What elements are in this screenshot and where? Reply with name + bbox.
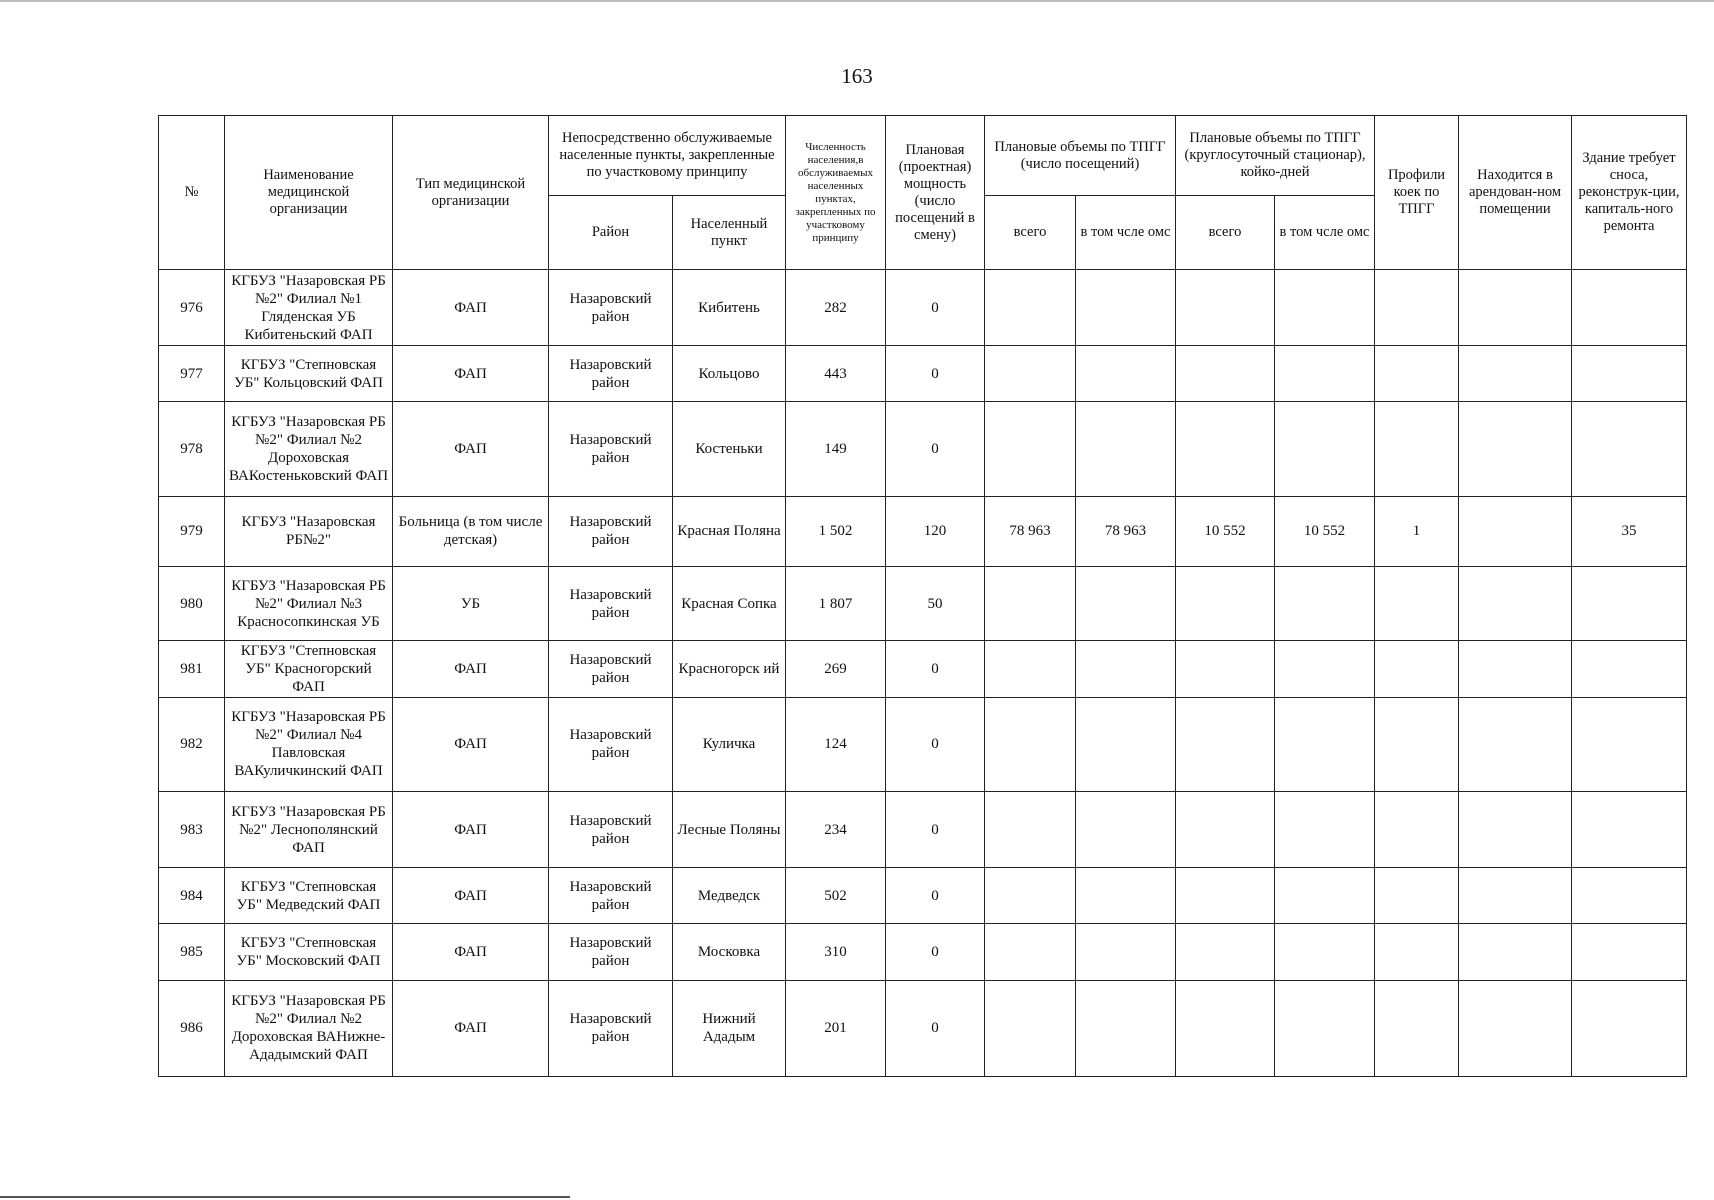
header-visits-total: всего — [985, 196, 1076, 270]
page-number: 163 — [841, 64, 873, 88]
cell-population: 269 — [786, 641, 886, 697]
cell-district: Назаровский район — [549, 270, 673, 346]
header-bed-days: Плановые объемы по ТПГГ (круглосуточный стационар), койко-дней — [1176, 116, 1375, 196]
cell-district: Назаровский район — [549, 924, 673, 980]
cell-capacity: 0 — [886, 402, 985, 496]
cell-repair — [1572, 402, 1687, 496]
cell-bed-total: 10 552 — [1176, 496, 1275, 566]
cell-visits-oms — [1076, 791, 1176, 867]
cell-population: 124 — [786, 697, 886, 791]
cell-visits-total — [985, 641, 1076, 697]
cell-bed-oms: 10 552 — [1275, 496, 1375, 566]
cell-settlement: Красная Сопка — [673, 567, 786, 641]
cell-visits-total — [985, 697, 1076, 791]
cell-bed-oms — [1275, 980, 1375, 1076]
cell-org-name: КГБУЗ "Степновская УБ" Медведский ФАП — [225, 868, 393, 924]
cell-bed-total — [1176, 567, 1275, 641]
header-rented: Находится в арендован-ном помещении — [1459, 116, 1572, 270]
cell-visits-oms — [1076, 346, 1176, 402]
table-row — [159, 924, 1687, 980]
cell-district: Назаровский район — [549, 697, 673, 791]
cell-profiles: 1 — [1375, 496, 1459, 566]
cell-org-type: ФАП — [393, 924, 549, 980]
cell-num: 982 — [159, 697, 225, 791]
table-row — [159, 697, 1687, 791]
table-row — [159, 346, 1687, 402]
cell-population: 201 — [786, 980, 886, 1076]
cell-bed-oms — [1275, 697, 1375, 791]
cell-rented — [1459, 697, 1572, 791]
cell-visits-total — [985, 980, 1076, 1076]
cell-org-type: ФАП — [393, 270, 549, 346]
cell-visits-oms — [1076, 868, 1176, 924]
cell-visits-oms — [1076, 924, 1176, 980]
cell-settlement: Кольцово — [673, 346, 786, 402]
header-bed-oms: в том чсле омс — [1275, 196, 1375, 270]
cell-capacity: 0 — [886, 270, 985, 346]
cell-profiles — [1375, 270, 1459, 346]
cell-num: 976 — [159, 270, 225, 346]
cell-capacity: 50 — [886, 567, 985, 641]
cell-visits-oms — [1076, 641, 1176, 697]
cell-num: 984 — [159, 868, 225, 924]
cell-bed-oms — [1275, 402, 1375, 496]
cell-org-type: УБ — [393, 567, 549, 641]
cell-capacity: 0 — [886, 791, 985, 867]
cell-org-type: ФАП — [393, 980, 549, 1076]
cell-profiles — [1375, 791, 1459, 867]
header-settlement: Населенный пункт — [673, 196, 786, 270]
cell-population: 234 — [786, 791, 886, 867]
cell-district: Назаровский район — [549, 980, 673, 1076]
header-org-name: Наименование медицинской организации — [225, 116, 393, 270]
cell-org-type: ФАП — [393, 641, 549, 697]
header-row-1 — [159, 116, 1687, 196]
cell-district: Назаровский район — [549, 402, 673, 496]
cell-org-type: ФАП — [393, 697, 549, 791]
cell-rented — [1459, 791, 1572, 867]
cell-visits-total — [985, 567, 1076, 641]
cell-org-name: КГБУЗ "Степновская УБ" Московский ФАП — [225, 924, 393, 980]
cell-org-name: КГБУЗ "Назаровская РБ №2" Леснополянский ФАП — [225, 791, 393, 867]
cell-profiles — [1375, 980, 1459, 1076]
cell-population: 310 — [786, 924, 886, 980]
cell-visits-total — [985, 346, 1076, 402]
cell-settlement: Куличка — [673, 697, 786, 791]
cell-num: 986 — [159, 980, 225, 1076]
cell-bed-oms — [1275, 868, 1375, 924]
cell-district: Назаровский район — [549, 868, 673, 924]
cell-profiles — [1375, 641, 1459, 697]
cell-visits-oms: 78 963 — [1076, 496, 1176, 566]
cell-org-type: ФАП — [393, 346, 549, 402]
header-district: Район — [549, 196, 673, 270]
cell-org-name: КГБУЗ "Степновская УБ" Красногорский ФАП — [225, 641, 393, 697]
cell-profiles — [1375, 402, 1459, 496]
cell-repair — [1572, 270, 1687, 346]
cell-visits-total: 78 963 — [985, 496, 1076, 566]
cell-bed-oms — [1275, 270, 1375, 346]
cell-repair — [1572, 980, 1687, 1076]
cell-org-type: ФАП — [393, 868, 549, 924]
cell-rented — [1459, 868, 1572, 924]
cell-repair — [1572, 924, 1687, 980]
cell-org-type: ФАП — [393, 402, 549, 496]
header-visits: Плановые объемы по ТПГГ (число посещений) — [985, 116, 1176, 196]
table-row — [159, 980, 1687, 1076]
table-row — [159, 641, 1687, 697]
cell-profiles — [1375, 697, 1459, 791]
cell-capacity: 0 — [886, 697, 985, 791]
table-body — [159, 270, 1687, 1077]
cell-population: 149 — [786, 402, 886, 496]
medical-organizations-table — [158, 115, 1687, 1077]
cell-org-name: КГБУЗ "Назаровская РБ №2" Филиал №2 Дороховская ВАНижне-Ададымский ФАП — [225, 980, 393, 1076]
cell-district: Назаровский район — [549, 496, 673, 566]
cell-visits-oms — [1076, 270, 1176, 346]
table-row — [159, 868, 1687, 924]
cell-num: 983 — [159, 791, 225, 867]
cell-repair — [1572, 697, 1687, 791]
header-population: Численность населения,в обслуживаемых населенных пунктах, закрепленных по участковому принципу — [786, 116, 886, 270]
header-num: № — [159, 116, 225, 270]
cell-bed-total — [1176, 980, 1275, 1076]
cell-settlement: Московка — [673, 924, 786, 980]
cell-bed-total — [1176, 868, 1275, 924]
cell-org-name: КГБУЗ "Степновская УБ" Кольцовский ФАП — [225, 346, 393, 402]
cell-bed-total — [1176, 270, 1275, 346]
cell-rented — [1459, 641, 1572, 697]
cell-rented — [1459, 270, 1572, 346]
cell-visits-oms — [1076, 402, 1176, 496]
header-org-type: Тип медицинской организации — [393, 116, 549, 270]
table-row — [159, 791, 1687, 867]
cell-visits-oms — [1076, 697, 1176, 791]
cell-settlement: Красногорск ий — [673, 641, 786, 697]
cell-bed-total — [1176, 924, 1275, 980]
cell-visits-total — [985, 791, 1076, 867]
cell-rented — [1459, 346, 1572, 402]
header-served-points: Непосредственно обслуживаемые населенные пункты, закрепленные по участковому принципу — [549, 116, 786, 196]
cell-district: Назаровский район — [549, 641, 673, 697]
cell-profiles — [1375, 868, 1459, 924]
header-profiles: Профили коек по ТПГГ — [1375, 116, 1459, 270]
cell-org-name: КГБУЗ "Назаровская РБ№2" — [225, 496, 393, 566]
cell-org-type: ФАП — [393, 791, 549, 867]
table-row — [159, 496, 1687, 566]
cell-settlement: Кибитень — [673, 270, 786, 346]
cell-population: 443 — [786, 346, 886, 402]
cell-capacity: 120 — [886, 496, 985, 566]
cell-visits-oms — [1076, 567, 1176, 641]
cell-capacity: 0 — [886, 868, 985, 924]
header-bed-total: всего — [1176, 196, 1275, 270]
cell-bed-oms — [1275, 346, 1375, 402]
cell-capacity: 0 — [886, 641, 985, 697]
cell-rented — [1459, 924, 1572, 980]
cell-bed-total — [1176, 346, 1275, 402]
cell-bed-total — [1176, 402, 1275, 496]
cell-org-type: Больница (в том числе детская) — [393, 496, 549, 566]
cell-org-name: КГБУЗ "Назаровская РБ №2" Филиал №2 Дороховская ВАКостеньковский ФАП — [225, 402, 393, 496]
cell-rented — [1459, 402, 1572, 496]
header-repair: Здание требует сноса, реконструк-ции, капиталь-ного ремонта — [1572, 116, 1687, 270]
cell-settlement: Красная Поляна — [673, 496, 786, 566]
table-row — [159, 567, 1687, 641]
cell-district: Назаровский район — [549, 791, 673, 867]
cell-profiles — [1375, 567, 1459, 641]
cell-visits-total — [985, 924, 1076, 980]
cell-profiles — [1375, 346, 1459, 402]
cell-repair: 35 — [1572, 496, 1687, 566]
cell-bed-oms — [1275, 791, 1375, 867]
cell-org-name: КГБУЗ "Назаровская РБ №2" Филиал №4 Павловская ВАКуличкинский ФАП — [225, 697, 393, 791]
cell-num: 985 — [159, 924, 225, 980]
cell-settlement: Нижний Ададым — [673, 980, 786, 1076]
cell-visits-total — [985, 868, 1076, 924]
cell-visits-oms — [1076, 980, 1176, 1076]
cell-rented — [1459, 980, 1572, 1076]
table-row — [159, 402, 1687, 496]
header-visits-oms: в том чсле омс — [1076, 196, 1176, 270]
cell-settlement: Медведск — [673, 868, 786, 924]
cell-num: 981 — [159, 641, 225, 697]
cell-settlement: Костеньки — [673, 402, 786, 496]
page-bottom-edge — [0, 1196, 570, 1198]
cell-bed-total — [1176, 641, 1275, 697]
cell-rented — [1459, 496, 1572, 566]
cell-visits-total — [985, 270, 1076, 346]
table-row — [159, 270, 1687, 346]
cell-profiles — [1375, 924, 1459, 980]
cell-bed-oms — [1275, 924, 1375, 980]
cell-settlement: Лесные Поляны — [673, 791, 786, 867]
cell-bed-total — [1176, 697, 1275, 791]
cell-num: 977 — [159, 346, 225, 402]
cell-population: 1 502 — [786, 496, 886, 566]
cell-bed-total — [1176, 791, 1275, 867]
cell-district: Назаровский район — [549, 567, 673, 641]
cell-repair — [1572, 567, 1687, 641]
cell-org-name: КГБУЗ "Назаровская РБ №2" Филиал №3 Красносопкинская УБ — [225, 567, 393, 641]
cell-org-name: КГБУЗ "Назаровская РБ №2" Филиал №1 Гляденская УБ Кибитеньский ФАП — [225, 270, 393, 346]
cell-population: 1 807 — [786, 567, 886, 641]
cell-bed-oms — [1275, 567, 1375, 641]
header-capacity: Плановая (проектная) мощность (число посещений в смену) — [886, 116, 985, 270]
cell-num: 980 — [159, 567, 225, 641]
cell-population: 282 — [786, 270, 886, 346]
cell-population: 502 — [786, 868, 886, 924]
page-top-edge — [0, 0, 1714, 2]
cell-repair — [1572, 868, 1687, 924]
cell-visits-total — [985, 402, 1076, 496]
cell-num: 978 — [159, 402, 225, 496]
cell-repair — [1572, 641, 1687, 697]
cell-bed-oms — [1275, 641, 1375, 697]
cell-district: Назаровский район — [549, 346, 673, 402]
cell-rented — [1459, 567, 1572, 641]
cell-repair — [1572, 791, 1687, 867]
cell-num: 979 — [159, 496, 225, 566]
cell-capacity: 0 — [886, 980, 985, 1076]
cell-capacity: 0 — [886, 346, 985, 402]
cell-repair — [1572, 346, 1687, 402]
cell-capacity: 0 — [886, 924, 985, 980]
